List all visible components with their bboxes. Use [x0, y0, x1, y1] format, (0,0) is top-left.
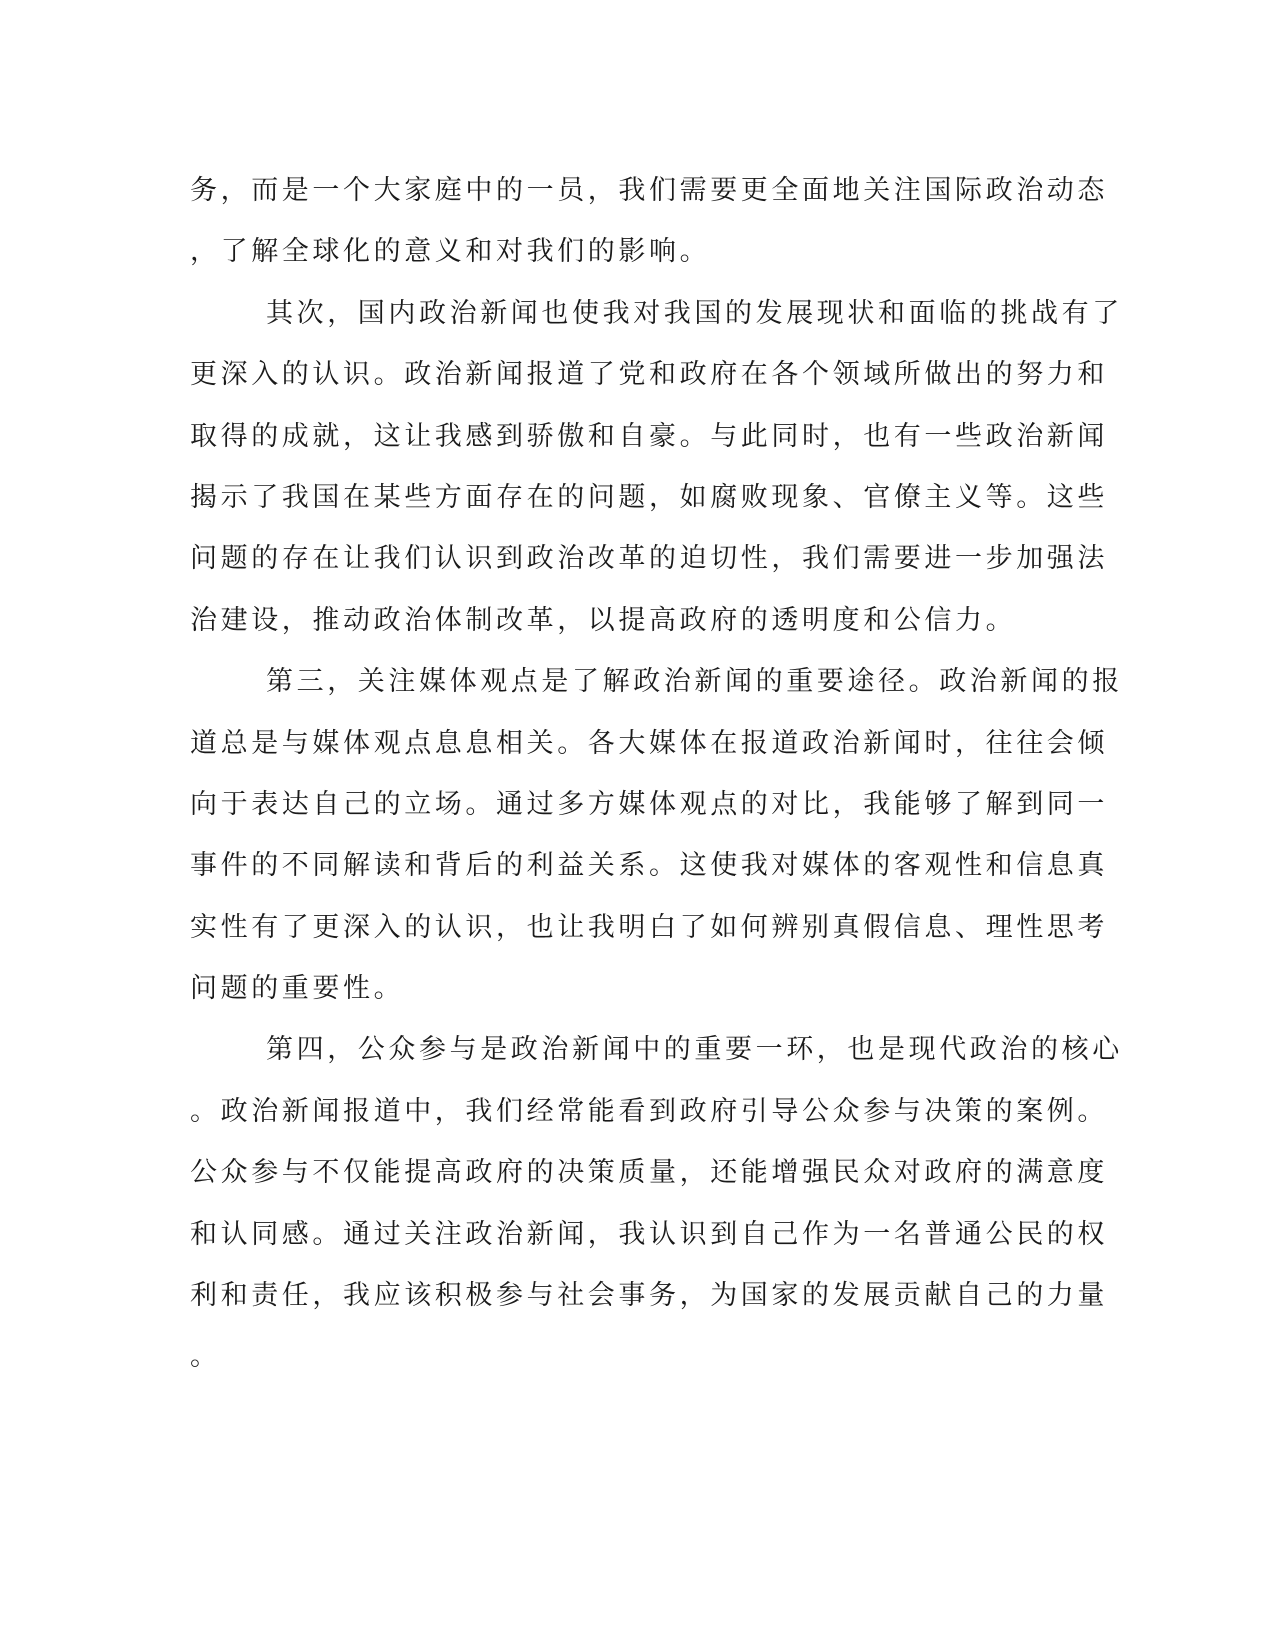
text-line: 务，而是一个大家庭中的一员，我们需要更全面地关注国际政治动态	[190, 175, 1108, 206]
text-line: 。政治新闻报道中，我们经常能看到政府引导公众参与决策的案例。	[190, 1095, 1108, 1127]
text-line: 问题的存在让我们认识到政治改革的迫切性，我们需要进一步加强法	[190, 543, 1108, 575]
paragraph-start-line: 第四，公众参与是政治新闻中的重要一环，也是现代政治的核心	[266, 1034, 1123, 1066]
text-line: 。	[190, 1341, 221, 1373]
text-line: 公众参与不仅能提高政府的决策质量，还能增强民众对政府的满意度	[190, 1157, 1108, 1189]
paragraph-start-line: 其次，国内政治新闻也使我对我国的发展现状和面临的挑战有了	[266, 297, 1123, 329]
text-line: 揭示了我国在某些方面存在的问题，如腐败现象、官僚主义等。这些	[190, 481, 1108, 513]
paragraph-start-line: 第三，关注媒体观点是了解政治新闻的重要途径。政治新闻的报	[266, 666, 1123, 698]
text-line: 治建设，推动政治体制改革，以提高政府的透明度和公信力。	[190, 604, 1017, 636]
text-line: 实性有了更深入的认识，也让我明白了如何辨别真假信息、理性思考	[190, 911, 1108, 943]
text-line: 更深入的认识。政治新闻报道了党和政府在各个领域所做出的努力和	[190, 359, 1108, 391]
text-line: 和认同感。通过关注政治新闻，我认识到自己作为一名普通公民的权	[190, 1218, 1108, 1250]
text-line: 取得的成就，这让我感到骄傲和自豪。与此同时，也有一些政治新闻	[190, 420, 1108, 452]
text-line: 向于表达自己的立场。通过多方媒体观点的对比，我能够了解到同一	[190, 788, 1108, 820]
text-line: 问题的重要性。	[190, 973, 405, 1005]
text-line: 道总是与媒体观点息息相关。各大媒体在报道政治新闻时，往往会倾	[190, 727, 1108, 759]
text-line: 事件的不同解读和背后的利益关系。这使我对媒体的客观性和信息真	[190, 850, 1108, 882]
text-line: 利和责任，我应该积极参与社会事务，为国家的发展贡献自己的力量	[190, 1280, 1108, 1312]
text-line: ，了解全球化的意义和对我们的影响。	[190, 236, 711, 268]
document-body	[190, 160, 1123, 1388]
